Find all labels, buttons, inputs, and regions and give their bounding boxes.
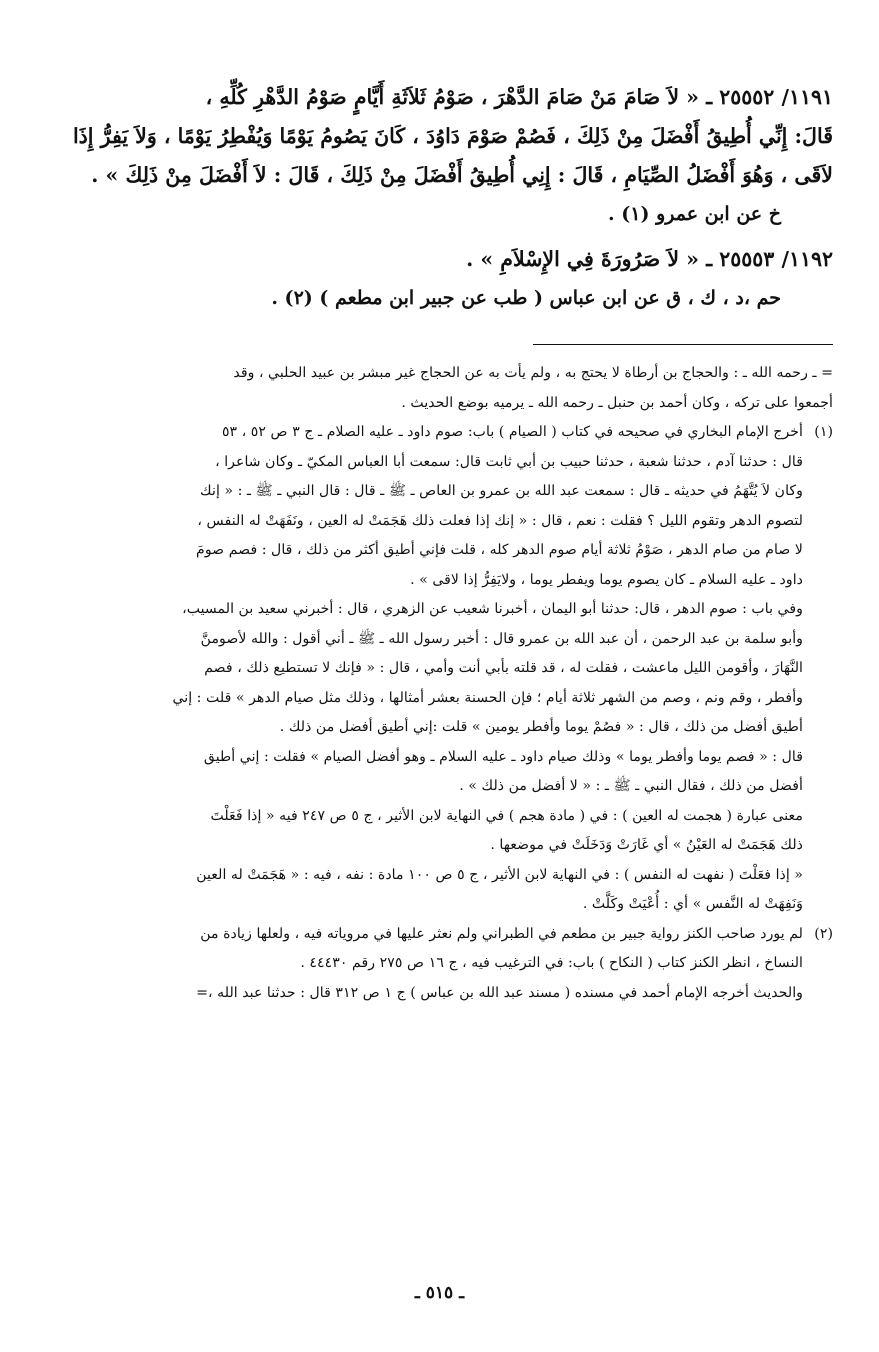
footnote-divider	[533, 344, 833, 345]
footnote-line: النَّهَارَ ، وأقومن الليل ماعشت ، فقلت له ، قد قلته بأبي أنت وأمي ، قال : « فإنك لا تستطيع ذلك ، فصم	[204, 660, 803, 676]
footnote-line: أفضل من ذلك ، فقال النبي ـ ﷺ ـ : « لا أفضل من ذلك » .	[459, 778, 803, 794]
footnote-line: وأفطر ، وقم ونم ، وصم من الشهر ثلاثة أيام ؛ فإن الحسنة بعشر أمثالها ، وذلك مثل صيام الدهر » قلت : إني	[172, 689, 803, 706]
footnote-line: أجمعوا على تركه ، وكان أحمد بن حنبل ـ رحمه الله ـ يرميه بوضع الحديث .	[401, 394, 833, 411]
footnote-line: داود ـ عليه السلام ـ كان يصوم يوما ويفطر يوما ، ولايَفِرُّ إذا لاقى » .	[410, 571, 803, 588]
footnote-line: والحديث أخرجه الإمام أحمد في مسنده ( مسند عبد الله بن عباس ) ج ١ ص ٣١٢ قال : حدثنا عبد الله ،=	[196, 984, 803, 1001]
footnote-line: = ـ رحمه الله ـ : والحجاج بن أرطاة لا يحتج به ، ولم يأت به عن الحجاج غير مبشر بن عبيد الحلبي ، وقد	[233, 365, 833, 381]
hadith-1192-source: حم ،د ، ك ، ق عن ابن عباس ( طب عن جبير ابن مطعم ) (٢) .	[271, 287, 781, 309]
hadith-1191-source: خ عن ابن عمرو (١) .	[608, 203, 781, 225]
footnote-line: وفي باب : صوم الدهر ، قال: حدثنا أبو اليمان ، أخبرنا شعيب عن الزهري ، قال : أخبرني سعيد بن المسيب،	[182, 601, 803, 617]
page-number: ـ ٥١٥ ـ	[414, 1283, 465, 1303]
footnote-continuation	[58, 359, 833, 418]
hadith-1192-text: ١١٩٢/ ٢٥٥٥٣ ـ « لاَ صَرُورَةَ فِي الإِسْلاَمِ » .	[466, 247, 833, 271]
footnote-line: « إذا فعَلْتَ ( نفهت له النفس ) : في النهاية لابن الأثير ، ج ٥ ص ١٠٠ مادة : نفه ، فيه : « هَجَمَتْ له العين	[196, 866, 803, 883]
hadith-1191-line: ١١٩١/ ٢٥٥٥٢ ـ « لاَ صَامَ مَنْ صَامَ الدَّهْرَ ، صَوْمُ ثَلاَثَةِ أَيَّامٍ صَوْمُ الدَّهْرِ كُلِّهِ ،	[205, 85, 833, 109]
footnote-line: معنى عبارة ( هجمت له العين ) : في ( مادة هجم ) في النهاية لابن الأثير ، ج ٥ ص ٢٤٧ فيه « إذا فَعَلْتَ	[210, 807, 803, 824]
footnote-line: ذلك هَجَمَتْ له العَيْنُ » أي غَارَتْ وَدَخَلَتْ في موضعها .	[490, 837, 803, 853]
footnote-line: قال : « فصم يوما وأفطر يوما » وذلك صيام داود ـ عليه السلام ـ وهو أفضل الصيام » فقلت : إني أطيق	[203, 748, 803, 765]
footnote-line: وأبو سلمة بن عبد الرحمن ، أن عبد الله بن عمرو قال : أخبر رسول الله ـ ﷺ ـ أني أقول : والله لأصومنَّ	[200, 630, 803, 647]
footnote-line: أطيق أفضل من ذلك ، قال : « فصُمْ يوما وأفطر يومين » قلت :إني أطيق أفضل من ذلك .	[279, 719, 803, 735]
footnote-line: لا صام من صام الدهر ، صَوْمُ ثلاثة أيام صوم الدهر كله ، قلت فإني أطيق أكثر من ذلك ، قال : فصم صومَ	[196, 542, 803, 558]
footnote-line: النساخ ، انظر الكنز كتاب ( النكاح ) باب: في الترغيب فيه ، ج ١٦ ص ٢٧٥ رقم ٤٤٤٣٠ .	[300, 955, 803, 971]
hadith-1191-line: لاَقَى ، وَهُوَ أَفْضَلُ الصِّيَامِ ، قَالَ : إِنِي أُطِيقُ أَفْضَلَ مِنْ ذَلِكَ ، قَالَ : لاَ أَفْضَلَ مِنْ ذَلِكَ » .	[91, 163, 833, 187]
page-body	[58, 78, 833, 1318]
footnote-1-number: (١)	[814, 424, 833, 440]
hadith-1191-line: قَالَ: إِنِّي أُطِيقُ أَفْضَلَ مِنْ ذَلِكَ ، فَصُمْ صَوْمَ دَاوُدَ ، كَانَ يَصُومُ يَوْمًا وَيُفْطِرُ يَوْمًا ، وَلاَ يَفِرُّ إِذَا	[72, 124, 833, 148]
footnote-1	[58, 418, 833, 920]
footnote-line: أخرج الإمام البخاري في صحيحه في كتاب ( الصيام ) باب: صوم داود ـ عليه الصلام ـ ج ٣ ص ٥٢ ، ٥٣	[221, 424, 803, 440]
footnote-line: قال : حدثنا آدم ، حدثنا شعبة ، حدثنا حبيب بن أبي ثابت قال: سمعت أبا العباس المكيّ ـ وكان شاعرا ،	[215, 453, 803, 470]
footnote-line: لتصوم الدهر وتقوم الليل ؟ فقلت : نعم ، قال : « إنك إذا فعلت ذلك هَجَمَتْ له العين ، ونَفَهَتْ له النفس ،	[197, 512, 803, 529]
footnotes	[58, 359, 833, 1008]
footnote-2	[58, 920, 833, 1009]
hadith-section	[58, 78, 833, 318]
footnote-line: وكان لاَ يُتَّهَمُ في حديثه ـ قال : سمعت عبد الله بن عمرو بن العاص ـ ﷺ ـ قال : قال النبي ـ ﷺ ـ : « إنك	[200, 483, 803, 499]
footnote-2-number: (٢)	[814, 925, 833, 942]
footnote-line: لم يورد صاحب الكنز رواية جبير بن مطعم في الطبراني ولم نعثر عليها في مروياته فيه ، ولعلها زيادة من	[200, 925, 803, 942]
footnote-line: وَنَفِهَتْ له النَّفس » أي : أُعْيَتْ وكَلَّتْ .	[582, 896, 803, 912]
